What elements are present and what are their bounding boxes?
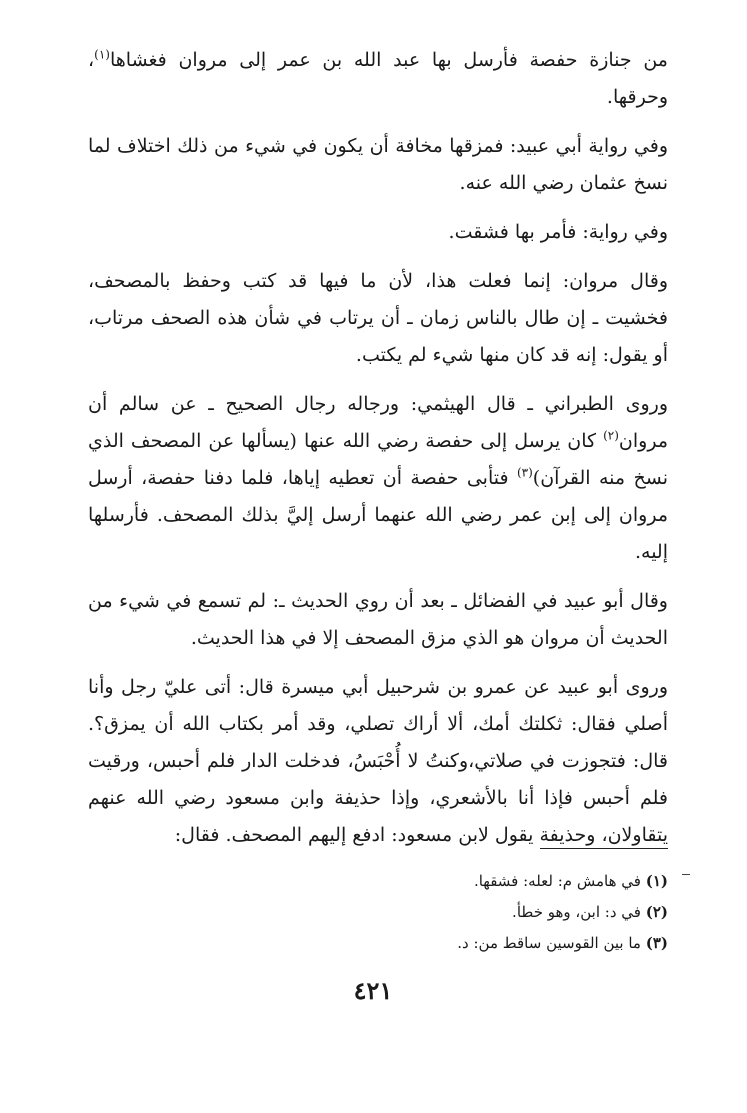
main-text xyxy=(88,42,668,866)
footnotes xyxy=(240,866,668,959)
footnote-2 xyxy=(240,897,668,928)
footnote-separator xyxy=(540,848,668,849)
paragraph-4: وقال مروان: إنما فعلت هذا، لأن ما فيها قد كتب وحفظ بالمصحف، فخشيت ـ إن طال بالناس زمان ـ أن يرتاب في شأن هذه الصحف مرتاب، أو يقول: إنه قد كان منها شيء لم يكتب. xyxy=(88,270,668,366)
footnote-number: (٢) xyxy=(645,903,668,921)
footnote-3 xyxy=(240,928,668,959)
paragraph-7: وروى أبو عبيد عن عمرو بن شرحبيل أبي ميسرة قال: أتى عليّ رجل وأنا أصلي فقال: ثكلتك أمك، ألا أراك تصلي، وقد أمر بكتاب الله أن يمزق؟. قال: فتجوزت في صلاتي،وكنتُ لا أُحْبَسُ، فدخلت الدار فلم أحبس، ورقيت فلم أحبس فإذا أنا بالأشعري، وإذا حذيفة وابن مسعود رضي الله عنهم يتقاولان، وحذيفة يقول لابن مسعود: ادفع إليهم المصحف. فقال: xyxy=(88,676,668,846)
text-span: من جنازة حفصة فأرسل بها عبد الله بن عمر إلى مروان فغشاها xyxy=(109,49,668,71)
footnote-number: (١) xyxy=(645,872,668,890)
text-span: كان يرسل إلى حفصة رضي الله عنها (يسألها عن المصحف الذي نسخ منه القرآن) xyxy=(88,430,668,489)
paragraph-5 xyxy=(88,386,668,571)
footnote-text: ما بين القوسين ساقط من: د. xyxy=(457,934,646,952)
footnote-ref-1: (١) xyxy=(94,47,110,62)
text-span: وروى الطبراني ـ قال الهيثمي: ورجاله رجال الصحيح ـ عن سالم أن مروان xyxy=(88,393,668,452)
footnote-1 xyxy=(240,866,668,897)
text-span: ، وحرقها. xyxy=(88,49,668,108)
footnote-ref-3: (٣) xyxy=(516,465,533,480)
paragraph-3: وفي رواية: فأمر بها فشقت. xyxy=(448,221,668,243)
paragraph-2: وفي رواية أبي عبيد: فمزقها مخافة أن يكون في شيء من ذلك اختلاف لما نسخ عثمان رضي الله عنه. xyxy=(88,135,668,194)
text-span: فتأبى حفصة أن تعطيه إياها، فلما دفنا حفصة، أرسل مروان إلى إبن عمر رضي الله عنهما أرسل إليَّ بذلك المصحف. فأرسلها إليه. xyxy=(88,467,668,563)
paragraph-1 xyxy=(88,42,668,116)
footnote-text: في د: ابن، وهو خطأ. xyxy=(512,903,646,921)
page-number: ٤٢١ xyxy=(353,976,393,1005)
paragraph-6: وقال أبو عبيد في الفضائل ـ بعد أن روي الحديث ـ: لم تسمع في شيء من الحديث أن مروان هو الذي مزق المصحف إلا في هذا الحديث. xyxy=(88,590,668,649)
footnote-ref-2: (٢) xyxy=(603,428,619,443)
margin-mark xyxy=(682,874,690,875)
footnote-number: (٣) xyxy=(645,934,668,952)
footnote-text: في هامش م: لعله: فشقها. xyxy=(473,872,646,890)
